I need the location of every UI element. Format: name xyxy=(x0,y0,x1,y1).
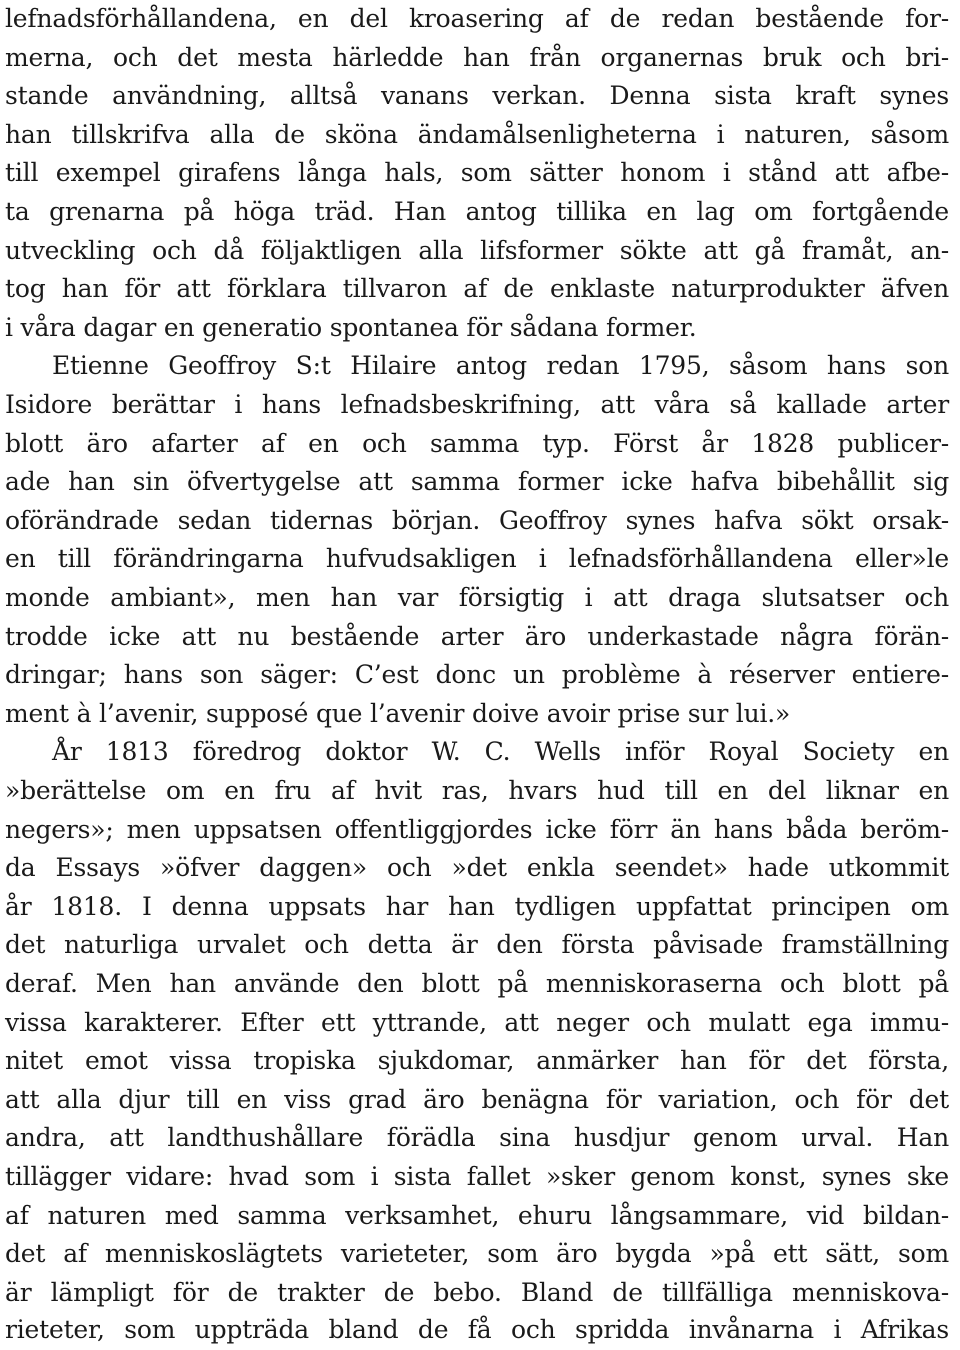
text-line: blott äro afarter af en och samma typ. Först år 1828 publicer- xyxy=(5,428,949,458)
text-line: dringar; hans son säger: C’est donc un problème à réserver entiere- xyxy=(5,660,949,690)
text-line: oförändrade sedan tidernas början. Geoffroy synes hafva sökt orsak- xyxy=(5,505,949,535)
text-line: lefnadsförhållandena, en del kroasering af de redan bestående for- xyxy=(5,4,949,33)
text-line: vissa karakterer. Efter ett yttrande, att neger och mulatt ega immu- xyxy=(5,1007,949,1037)
text-line: nitet emot vissa tropiska sjukdomar, anmärker han för det första, xyxy=(5,1046,949,1076)
text-line: utveckling och då följaktligen alla lifsformer sökte att gå framåt, an- xyxy=(5,235,949,265)
text-line: han tillskrifva alla de sköna ändamålsenligheterna i naturen, såsom xyxy=(5,119,949,149)
text-line: att alla djur till en viss grad äro benägna för variation, och för det xyxy=(5,1084,949,1114)
text-line: Etienne Geoffroy S:t Hilaire antog redan 1795, såsom hans son xyxy=(52,351,949,381)
text-line: år 1818. I denna uppsats har han tydligen uppfattat principen om xyxy=(5,891,949,921)
text-line: monde ambiant», men han var försigtig i att draga slutsatser och xyxy=(5,583,949,612)
text-line: en till förändringarna hufvudsakligen i lefnadsförhållandena eller»le xyxy=(5,544,949,574)
text-line: det naturliga urvalet och detta är den första påvisade framställning xyxy=(5,930,949,960)
text-line: tog han för att förklara tillvaron af de enklaste naturprodukter äfven xyxy=(5,274,949,304)
text-line: ade han sin öfvertygelse att samma former icke hafva bibehållit sig xyxy=(5,467,949,497)
text-line: af naturen med samma verksamhet, ehuru långsammare, vid bildan- xyxy=(5,1200,949,1230)
text-line: ta grenarna på höga träd. Han antog tillika en lag om fortgående xyxy=(5,197,949,226)
text-line: tillägger vidare: hvad som i sista fallet »sker genom konst, synes ske xyxy=(5,1162,949,1191)
text-line: År 1813 föredrog doktor W. C. Wells inför Royal Society en xyxy=(52,737,949,767)
text-line: det af menniskoslägtets varieteter, som äro bygda »på ett sätt, som xyxy=(5,1239,949,1269)
text-line: da Essays »öfver daggen» och »det enkla seendet» hade utkommit xyxy=(5,853,949,883)
text-line: stande användning, alltså vanans verkan. Denna sista kraft synes xyxy=(5,81,949,111)
text-line: ment à l’avenir, supposé que l’avenir doive avoir prise sur lui.» xyxy=(5,698,791,728)
text-line: till exempel girafens långa hals, som sätter honom i stånd att afbe- xyxy=(5,158,949,188)
text-line: trodde icke att nu bestående arter äro underkastade några förän- xyxy=(5,621,949,651)
text-line: rieteter, som uppträda bland de få och spridda invånarna i Afrikas xyxy=(5,1315,949,1345)
text-line: i våra dagar en generatio spontanea för sådana former. xyxy=(5,312,697,342)
text-line: deraf. Men han använde den blott på menniskoraserna och blott på xyxy=(5,969,949,998)
text-line: är lämpligt för de trakter de bebo. Bland de tillfälliga menniskova- xyxy=(5,1277,949,1307)
text-line: negers»; men uppsatsen offentliggjordes icke förr än hans båda beröm- xyxy=(5,814,949,844)
text-line: »berättelse om en fru af hvit ras, hvars hud till en del liknar en xyxy=(5,776,949,805)
text-line: andra, att landthushållare förädla sina husdjur genom urval. Han xyxy=(5,1123,949,1153)
text-line: merna, och det mesta härledde han från organernas bruk och bri- xyxy=(5,42,949,72)
text-line: Isidore berättar i hans lefnadsbeskrifning, att våra så kallade arter xyxy=(5,390,949,419)
